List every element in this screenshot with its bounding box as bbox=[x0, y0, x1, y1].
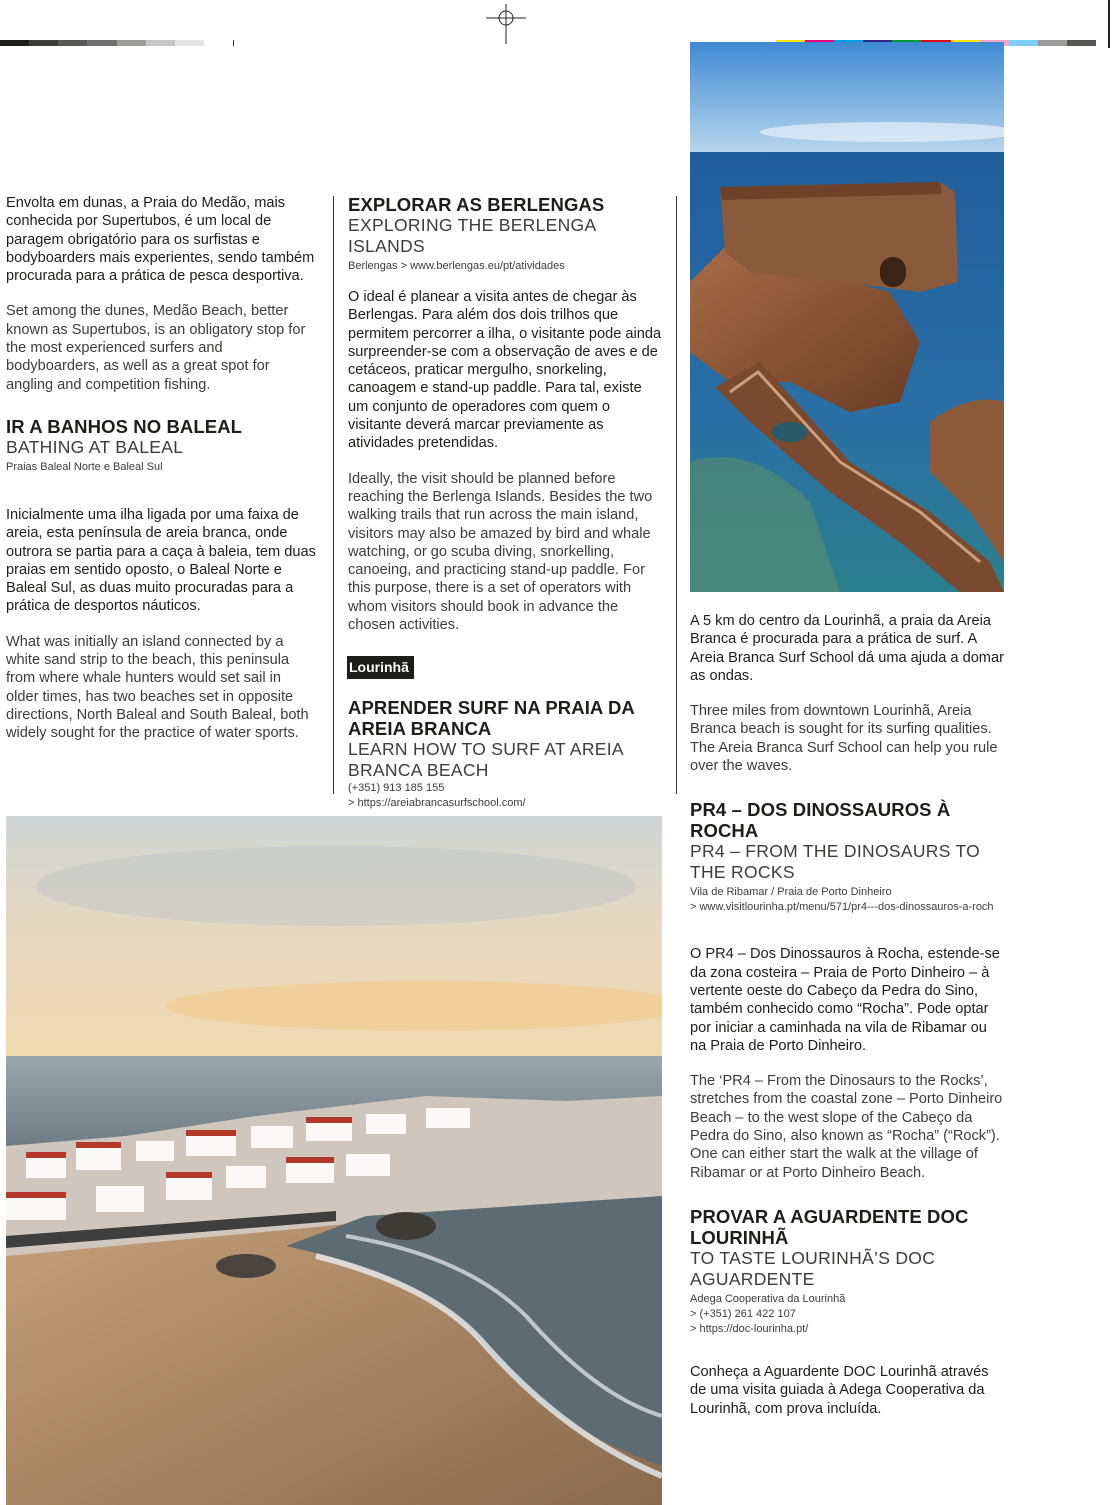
baleal-meta: Praias Baleal Norte e Baleal Sul bbox=[6, 460, 163, 473]
berlengas-subheading: EXPLORING THE BERLENGA ISLANDS bbox=[348, 215, 596, 256]
pr4-link[interactable]: > www.visitlourinha.pt/menu/571/pr4---dos-dinossauros-a-roch bbox=[690, 901, 994, 914]
aguardente-phone: > (+351) 261 422 107 bbox=[690, 1307, 796, 1320]
surf-text-en: Three miles from downtown Lourinhã, Areia Branca beach is sought for its surfing qualities. The Areia Branca Surf School can help you rule over the waves. bbox=[690, 703, 998, 775]
berlenga-fort-photo bbox=[690, 42, 1004, 592]
column-divider bbox=[676, 196, 677, 794]
supertubos-text-en: Set among the dunes, Medão Beach, better known as Supertubos, is an obligatory stop for the most experienced surfers and bodyboarders, as well as a great spot for angling and competition fishing. bbox=[6, 303, 306, 393]
registration-mark-icon bbox=[486, 4, 526, 44]
surf-heading: APRENDER SURF NA PRAIA DA AREIA BRANCA bbox=[348, 697, 635, 740]
berlengas-meta: Berlengas > www.berlengas.eu/pt/atividades bbox=[348, 260, 565, 272]
grayscale-calibration-bar bbox=[0, 40, 234, 46]
berlengas-heading: EXPLORAR AS BERLENGAS bbox=[348, 194, 605, 215]
pr4-heading: PR4 – DOS DINOSSAUROS À ROCHA bbox=[690, 799, 951, 842]
aguardente-meta-place: Adega Cooperativa da Lourinhã bbox=[690, 1292, 846, 1305]
aguardente-link[interactable]: > https://doc-lourinha.pt/ bbox=[690, 1322, 809, 1335]
pr4-meta-place: Vila de Ribamar / Praia de Porto Dinheiro bbox=[690, 886, 892, 899]
pr4-text-en: The ‘PR4 – From the Dinosaurs to the Rocks’, stretches from the coastal zone – Porto Dinheiro Beach – to the west slope of the Cabeço da Pedra do Sino, also known as “Rocha” (“Rock”). One can either start the walk at the village of Ribamar or at Porto Dinheiro Beach. bbox=[690, 1073, 1003, 1181]
section-tag-lourinha: Lourinhã bbox=[347, 656, 414, 679]
baleal-subheading: BATHING AT BALEAL bbox=[6, 436, 184, 457]
page-edge-line bbox=[1108, 0, 1110, 48]
column-divider bbox=[333, 196, 334, 794]
column-left bbox=[6, 194, 316, 760]
baleal-text-pt: Inicialmente uma ilha ligada por uma faixa de areia, esta península de areia branca, onde outrora se partia para a caça à baleia, tem duas praias em sentido oposto, o Baleal Norte e Baleal Sul, as duas muito procuradas para a prática de desportos náuticos. bbox=[6, 506, 316, 615]
supertubos-text-pt: Envolta em dunas, a Praia do Medão, mais conhecida por Supertubos, é um local de paragem obrigatório para os surfistas e bodyboarders mais experientes, sendo também procurada para a prática de pesca desportiva. bbox=[6, 195, 315, 285]
berlengas-text-pt: O ideal é planear a visita antes de chegar às Berlengas. Para além dos dois trilhos que permitem percorrer a ilha, o visitante pode ainda surpreender-se com a observação de aves e de cetáceos, praticar mergulho, snorkeling, canoagem e stand-up paddle. Para tal, existe um conjunto de operadores com quem o visitante deverá marcar previamente as atividades pretendidas. bbox=[348, 289, 662, 452]
baleal-heading: IR A BANHOS NO BALEAL bbox=[6, 415, 243, 437]
pr4-text-pt: O PR4 – Dos Dinossauros à Rocha, estende-se da zona costeira – Praia de Porto Dinheiro – à vertente oeste do Cabeço da Pedra do Sino, também conhecido como “Rocha”. Pode optar por iniciar a caminhada na vila de Ribamar ou na Praia de Porto Dinheiro. bbox=[690, 946, 1000, 1054]
column-middle bbox=[348, 194, 664, 811]
baleal-text-en: What was initially an island connected by a white sand strip to the beach, this peninsula from where whale hunters would set sail in older times, has two beaches set in opposite directions, North Baleal and South Baleal, both widely sought for the practice of water sports. bbox=[6, 633, 309, 742]
pr4-subheading: PR4 – FROM THE DINOSAURS TO THE ROCKS bbox=[690, 841, 981, 883]
baleal-beach-photo bbox=[6, 816, 662, 1505]
column-right bbox=[690, 612, 1004, 1435]
aguardente-text-pt: Conheça a Aguardente DOC Lourinhã através de uma visita guiada à Adega Cooperativa da Lourinhã, com prova incluída. bbox=[690, 1363, 989, 1417]
berlengas-text-en: Ideally, the visit should be planned before reaching the Berlenga Islands. Besides the two walking trails that run across the main island, visitors may also be amazed by bird and whale watching, or go scuba diving, snorkelling, canoeing, and practicing stand-up paddle. For this purpose, there is a set of operators with whom visitors should book in advance the chosen activities. bbox=[348, 470, 653, 634]
surf-phone: (+351) 913 185 155 bbox=[348, 782, 445, 795]
surf-subheading: LEARN HOW TO SURF AT AREIA BRANCA BEACH bbox=[348, 739, 623, 781]
aguardente-heading: PROVAR A AGUARDENTE DOC LOURINHÃ bbox=[690, 1205, 969, 1248]
surf-link[interactable]: > https://areiabrancasurfschool.com/ bbox=[348, 797, 526, 810]
surf-text-pt: A 5 km do centro da Lourinhã, a praia da Areia Branca é procurada para a prática de surf. A Areia Branca Surf School dá uma ajuda a domar as ondas. bbox=[690, 613, 1004, 684]
aguardente-subheading: TO TASTE LOURINHÃ’S DOC AGUARDENTE bbox=[690, 1247, 936, 1289]
